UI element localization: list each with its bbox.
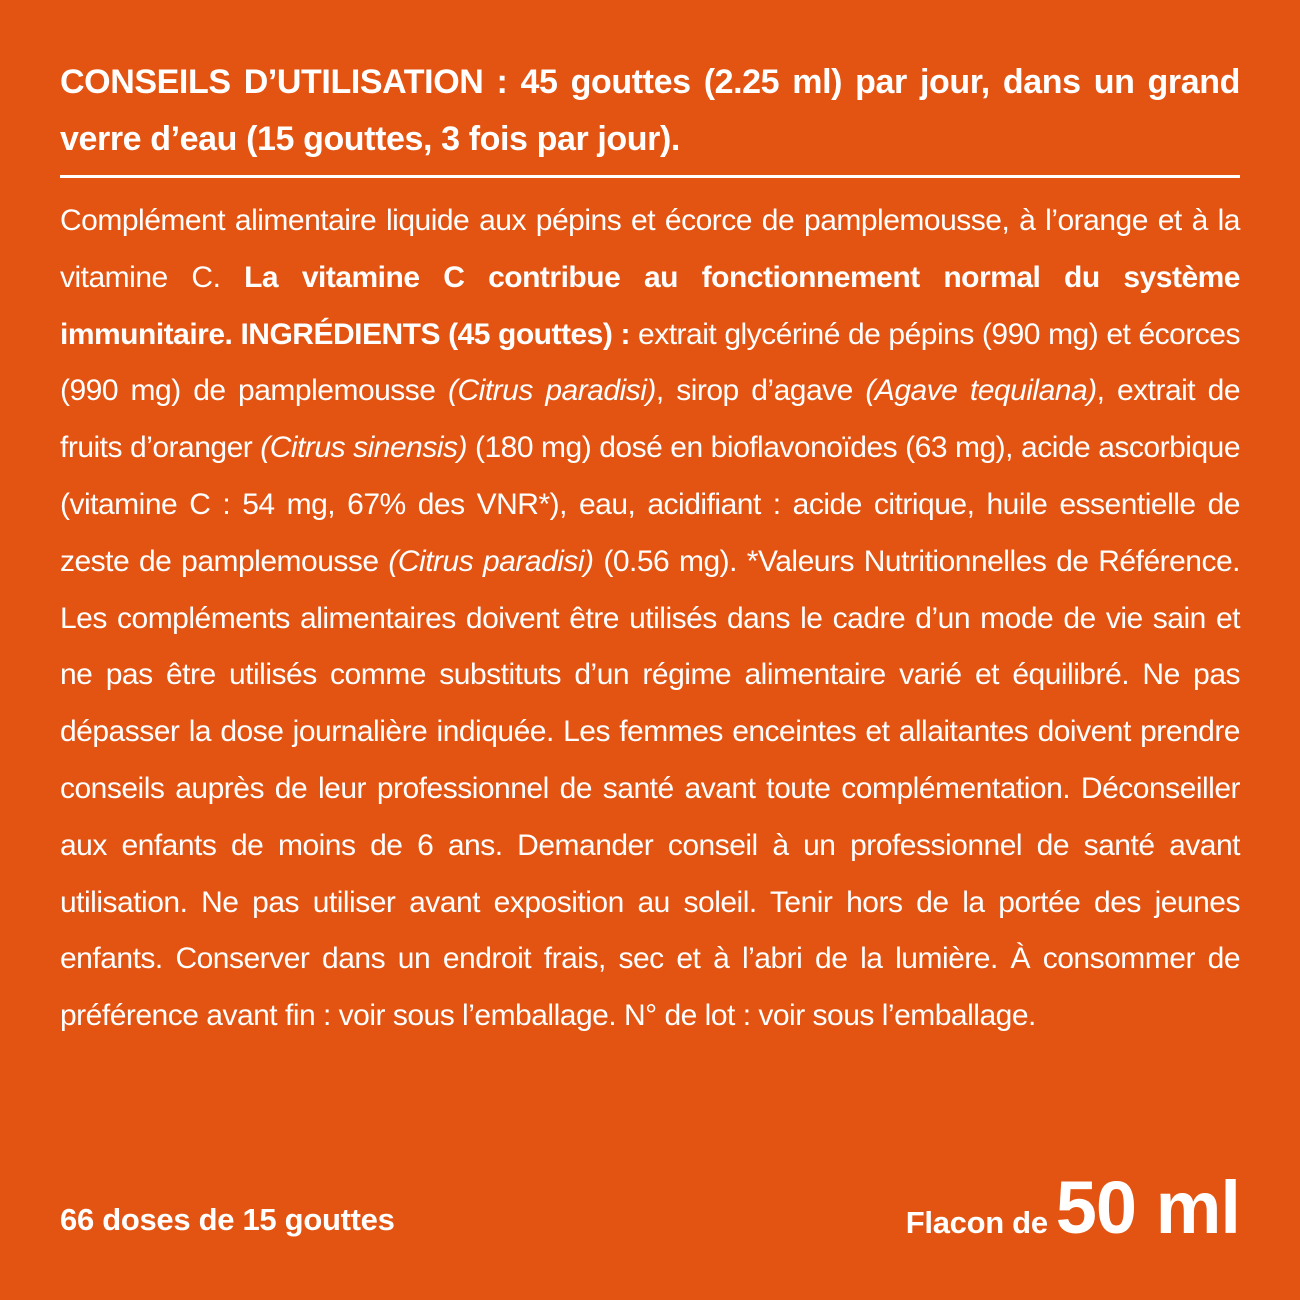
volume-info (906, 1168, 1240, 1248)
latin-name-citrus-sinensis: (Citrus sinensis) (260, 431, 467, 465)
immunity-claim-and-ingredients-heading: La vitamine C contribue au fonctionnement normal du système immunitaire. INGRÉDIENTS (45 gouttes) : (60, 260, 1240, 351)
warnings-text: (0.56 mg). *Valeurs Nutritionnelles de Référence. Les compléments alimentaires doivent être utilisés dans le cadre d’un mode de vie sain et ne pas être utilisés comme substituts d’un régime alimentaire varié et équilibré. Ne pas dépasser la dose journalière indiquée. Les femmes enceintes et allaitantes doivent prendre conseils auprès de leur professionnel de santé avant toute complémentation. Déconseiller aux enfants de moins de 6 ans. Demander conseil à un professionnel de santé avant utilisation. Ne pas utiliser avant exposition au soleil. Tenir hors de la portée des jeunes enfants. Conserver dans un endroit frais, sec et à l’abri de la lumière. À consommer de préférence avant fin : voir sous l’emballage. N° de lot : voir sous l’emballage. (60, 544, 1241, 1033)
flacon-label: Flacon de (905, 1205, 1048, 1240)
ingredients-part-1: extrait glycériné de pépins (990 mg) et écorces (990 mg) de pamplemousse (60, 317, 1240, 408)
latin-name-citrus-paradisi: (Citrus paradisi) (448, 374, 656, 408)
latin-name-citrus-paradisi-2: (Citrus paradisi) (388, 544, 594, 578)
description-intro: Complément alimentaire liquide aux pépins et écorce de pamplemousse, à l’orange et à la vitamine C. (60, 204, 1240, 294)
ingredients-part-2: , sirop d’agave (655, 374, 866, 408)
usage-instructions: CONSEILS D’UTILISATION : 45 gouttes (2.25 ml) par jour, dans un grand verre d’eau (15 gouttes, 3 fois par jour). (60, 63, 1240, 158)
product-description (60, 193, 1240, 1045)
divider (60, 175, 1240, 178)
latin-name-agave-tequilana: (Agave tequilana) (865, 374, 1097, 408)
volume-value: 50 ml (1055, 1166, 1240, 1249)
product-label (60, 0, 1240, 1300)
doses-count: 66 doses de 15 gouttes (60, 1202, 395, 1237)
ingredients-part-3: , extrait de fruits d’oranger (60, 374, 1241, 465)
ingredients-part-4: (180 mg) dosé en bioflavonoïdes (63 mg), acide ascorbique (vitamine C : 54 mg, 67% des VNR*), eau, acidifiant : acide citrique, huile essentielle de zeste de pamplemousse (60, 431, 1240, 578)
